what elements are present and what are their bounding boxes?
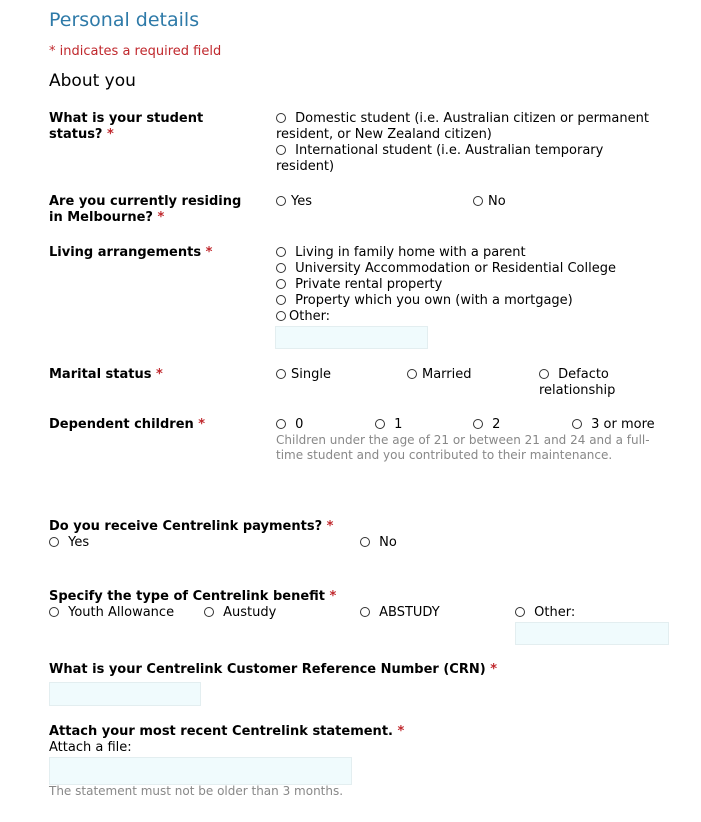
- required-star: *: [329, 589, 337, 604]
- benefit-option-austudy[interactable]: Austudy: [204, 605, 276, 621]
- living-option-own-property[interactable]: Property which you own (with a mortgage): [276, 293, 573, 309]
- living-option-other[interactable]: Other:: [276, 309, 330, 325]
- radio-button[interactable]: [572, 419, 582, 429]
- benefit-option-other[interactable]: Other:: [515, 605, 575, 621]
- radio-button[interactable]: [539, 369, 549, 379]
- benefit-type-label: Specify the type of Centrelink benefit *: [49, 589, 337, 604]
- living-option-family-home[interactable]: Living in family home with a parent: [276, 245, 526, 261]
- page-title: Personal details: [49, 9, 200, 31]
- required-star: *: [205, 245, 213, 260]
- radio-button[interactable]: [276, 113, 286, 123]
- living-option-university-accommodation[interactable]: University Accommodation or Residential College: [276, 261, 616, 277]
- required-star: *: [397, 724, 405, 739]
- required-star: *: [157, 210, 165, 225]
- radio-button[interactable]: [204, 607, 214, 617]
- marital-status-label: Marital status *: [49, 367, 163, 382]
- living-option-private-rental[interactable]: Private rental property: [276, 277, 442, 293]
- crn-input[interactable]: [49, 682, 201, 706]
- section-title: About you: [49, 71, 136, 91]
- crn-label: What is your Centrelink Customer Reference Number (CRN) *: [49, 662, 498, 677]
- radio-button[interactable]: [276, 419, 286, 429]
- benefit-other-input[interactable]: [515, 622, 669, 645]
- residing-option-yes[interactable]: Yes: [276, 194, 312, 210]
- living-other-input[interactable]: [275, 326, 428, 349]
- radio-button[interactable]: [276, 196, 286, 206]
- marital-option-defacto[interactable]: Defacto relationship: [539, 367, 616, 398]
- dependent-children-label: Dependent children *: [49, 417, 206, 432]
- radio-button[interactable]: [276, 279, 286, 289]
- attach-file-label: Attach a file:: [49, 740, 132, 755]
- radio-button[interactable]: [360, 537, 370, 547]
- centrelink-payments-option-no[interactable]: No: [360, 535, 397, 551]
- children-option-0[interactable]: 0: [276, 417, 303, 433]
- statement-help-text: The statement must not be older than 3 months.: [49, 784, 344, 798]
- required-star: *: [326, 519, 334, 534]
- radio-button[interactable]: [407, 369, 417, 379]
- radio-button[interactable]: [375, 419, 385, 429]
- required-star: *: [198, 417, 206, 432]
- file-upload-input[interactable]: [49, 757, 352, 785]
- statement-label: Attach your most recent Centrelink statement. *: [49, 724, 405, 739]
- radio-button[interactable]: [360, 607, 370, 617]
- required-star: *: [107, 127, 114, 142]
- radio-button[interactable]: [473, 196, 483, 206]
- benefit-option-youth-allowance[interactable]: Youth Allowance: [49, 605, 174, 621]
- children-help-text: Children under the age of 21 or between 21 and 24 and a full-time student and you contributed to their maintenance.: [276, 433, 650, 462]
- benefit-option-abstudy[interactable]: ABSTUDY: [360, 605, 440, 621]
- residing-label: Are you currently residing in Melbourne? *: [49, 194, 242, 225]
- student-status-label: What is your student status? *: [49, 111, 204, 142]
- marital-option-married[interactable]: Married: [407, 367, 472, 383]
- required-field-note: * indicates a required field: [49, 44, 222, 59]
- radio-button[interactable]: [515, 607, 525, 617]
- radio-button[interactable]: [473, 419, 483, 429]
- centrelink-payments-option-yes[interactable]: Yes: [49, 535, 89, 551]
- radio-button[interactable]: [276, 247, 286, 257]
- student-status-option-domestic[interactable]: Domestic student (i.e. Australian citizen or permanent resident, or New Zealand citizen): [276, 111, 649, 142]
- radio-button[interactable]: [49, 607, 59, 617]
- radio-button[interactable]: [276, 295, 286, 305]
- children-option-3-or-more[interactable]: 3 or more: [572, 417, 655, 433]
- student-status-option-international[interactable]: International student (i.e. Australian temporary resident): [276, 143, 604, 174]
- living-arrangements-label: Living arrangements *: [49, 245, 213, 260]
- children-option-1[interactable]: 1: [375, 417, 402, 433]
- radio-button[interactable]: [276, 369, 286, 379]
- residing-option-no[interactable]: No: [473, 194, 506, 210]
- centrelink-payments-label: Do you receive Centrelink payments? *: [49, 519, 334, 534]
- radio-button[interactable]: [276, 145, 286, 155]
- radio-button[interactable]: [276, 311, 286, 321]
- children-option-2[interactable]: 2: [473, 417, 500, 433]
- required-star: *: [156, 367, 163, 382]
- marital-option-single[interactable]: Single: [276, 367, 331, 383]
- required-star: *: [490, 662, 498, 677]
- radio-button[interactable]: [276, 263, 286, 273]
- radio-button[interactable]: [49, 537, 59, 547]
